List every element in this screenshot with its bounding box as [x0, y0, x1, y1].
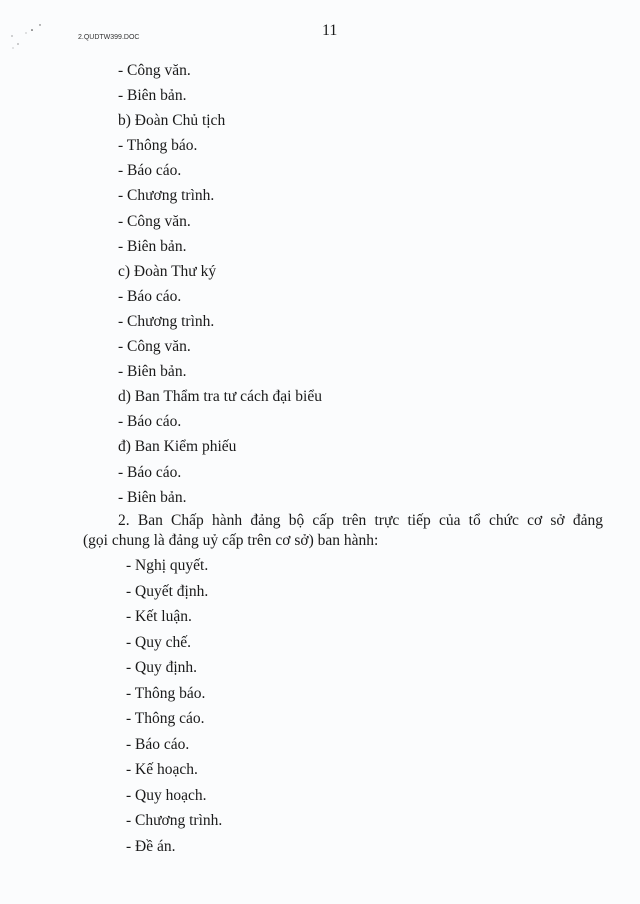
list-item: - Kết luận.	[126, 608, 192, 625]
document-filename: 2.QUDTW399.DOC	[78, 34, 140, 41]
list-item: đ) Ban Kiểm phiếu	[118, 438, 237, 456]
list-item: c) Đoàn Thư ký	[118, 262, 217, 280]
list-item: d) Ban Thẩm tra tư cách đại biểu	[118, 388, 322, 406]
list-item: - Báo cáo.	[118, 287, 182, 305]
list-item: - Báo cáo.	[118, 463, 182, 481]
list-item: - Công văn.	[118, 212, 191, 230]
list-item: - Báo cáo.	[126, 735, 190, 753]
paragraph-line-2: (gọi chung là đảng uỷ cấp trên cơ sở) ban hành:	[83, 532, 379, 549]
list-item: - Chương trình.	[118, 187, 215, 205]
list-item: - Chương trình.	[126, 812, 223, 829]
list-item: - Biên bản.	[118, 488, 187, 506]
list-item: - Kế hoạch.	[126, 761, 198, 778]
list-item: - Quyết định.	[126, 582, 209, 600]
list-item: - Công văn.	[118, 62, 191, 79]
list-item: - Quy chế.	[126, 633, 191, 651]
list-item: - Báo cáo.	[118, 413, 182, 431]
list-item: - Biên bản.	[118, 363, 187, 381]
list-item: - Nghị quyết.	[126, 557, 209, 574]
list-item: b) Đoàn Chủ tịch	[118, 112, 226, 130]
list-item: - Thông báo.	[118, 137, 198, 155]
list-item: - Thông báo.	[126, 684, 206, 702]
section-2-paragraph	[83, 511, 603, 551]
page-number: 11	[322, 22, 338, 39]
list-item: - Biên bản.	[118, 237, 187, 255]
list-item: - Công văn.	[118, 338, 191, 356]
list-item: - Chương trình.	[118, 312, 215, 330]
document-list-2	[126, 553, 222, 859]
list-item: - Biên bản.	[118, 87, 187, 105]
list-item: - Thông cáo.	[126, 710, 205, 727]
list-item: - Quy hoạch.	[126, 786, 207, 804]
scan-speckles	[8, 20, 48, 60]
paragraph-line-1: 2. Ban Chấp hành đảng bộ cấp trên trực tiếp của tổ chức cơ sở đảng	[118, 512, 603, 529]
document-list-1	[118, 58, 322, 510]
list-item: - Báo cáo.	[118, 162, 182, 180]
list-item: - Quy định.	[126, 659, 198, 676]
list-item: - Đề án.	[126, 837, 176, 855]
